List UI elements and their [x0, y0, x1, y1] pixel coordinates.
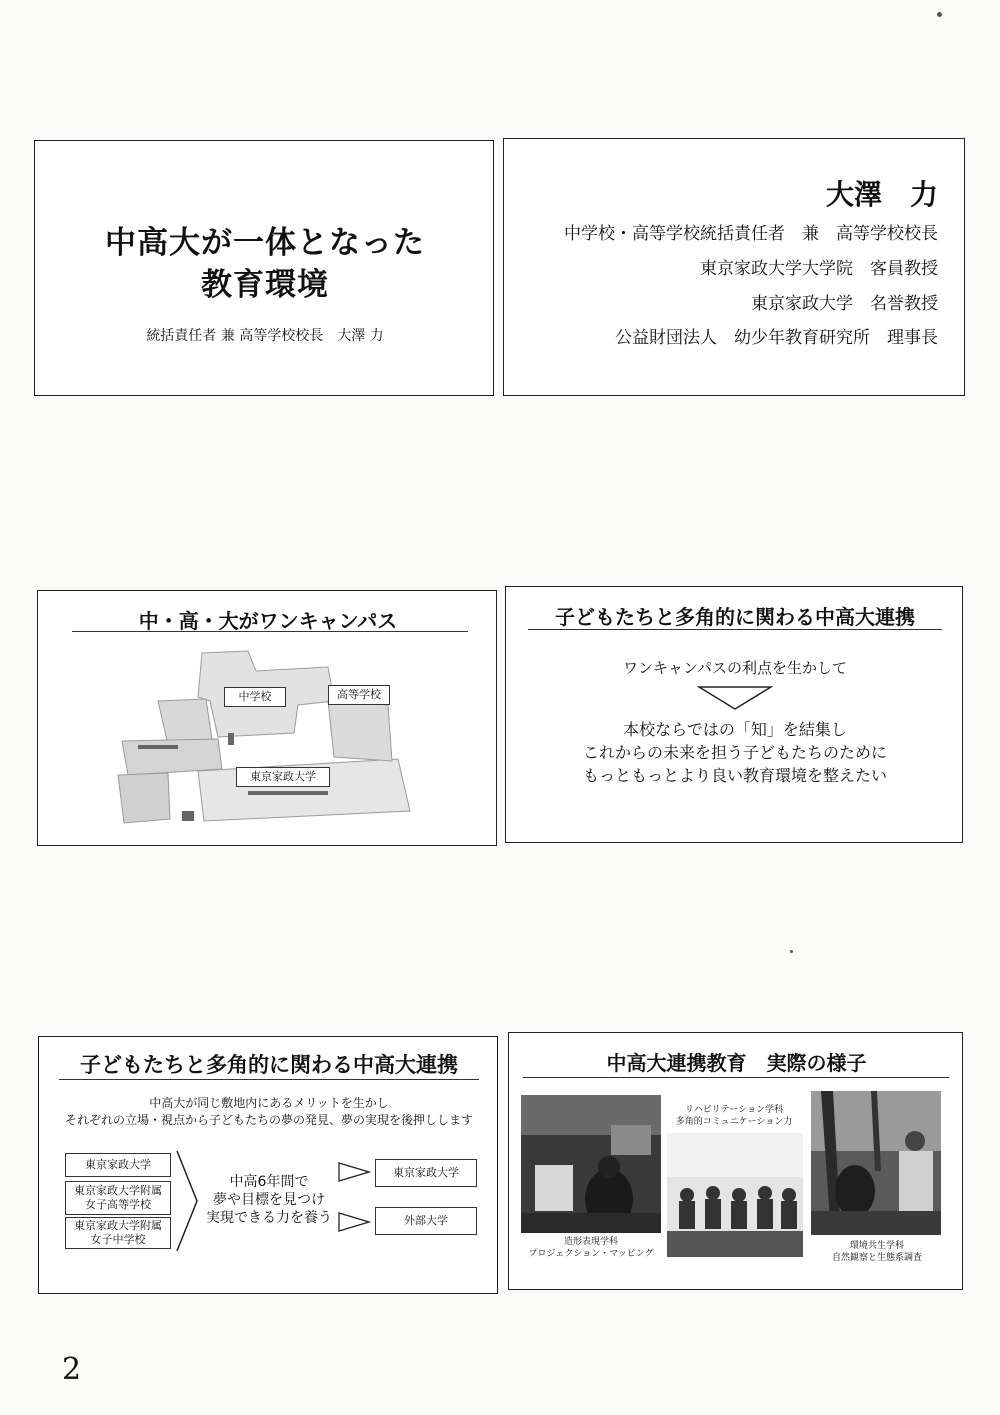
- profile-line-4: 公益財団法人 幼少年教育研究所 理事長: [615, 328, 938, 348]
- profile-line-2: 東京家政大学大学院 客員教授: [700, 259, 938, 279]
- arrow-right-icon: [337, 1211, 371, 1233]
- center-text-line-3: 実現できる力を養う: [206, 1210, 332, 1226]
- photo1-caption-line-1: 造形表現学科: [563, 1237, 618, 1247]
- slide4-body-line-1: 本校ならではの「知」を結集し: [623, 720, 847, 739]
- slide3-title-rule: [72, 631, 468, 632]
- slide-collaboration-2: [38, 1036, 498, 1294]
- right-box-external-university: 外部大学: [375, 1207, 477, 1235]
- slide4-title-rule: [528, 629, 942, 630]
- slide5-intro-line-2: それぞれの立場・視点から子どもたちの夢の発見、夢の実現を後押しします: [64, 1113, 473, 1127]
- photo1-caption-line-2: プロジェクション・マッピング: [528, 1249, 654, 1259]
- photo3-caption-line-2: 自然観察と生態系調査: [831, 1253, 922, 1263]
- center-text-line-2: 夢や目標を見つけ: [213, 1192, 325, 1208]
- slide5-title: 子どもたちと多角的に関わる中高大連携: [80, 1053, 458, 1077]
- campus-label-junior-high: 中学校: [224, 687, 286, 707]
- profile-name: 大澤 力: [825, 178, 938, 211]
- campus-label-high-school: 高等学校: [328, 685, 390, 705]
- slide1-title-line1: 中高大が一体となった: [105, 225, 425, 261]
- left-box-high-school: 東京家政大学附属 女子高等学校: [65, 1181, 171, 1215]
- slide1-subtitle: 統括責任者 兼 高等学校校長 大澤 力: [146, 328, 384, 344]
- center-text-line-1: 中高6年間で: [229, 1174, 309, 1190]
- slide-campus: [37, 590, 497, 846]
- slide-title: [34, 140, 494, 396]
- slide5-title-rule: [59, 1079, 479, 1080]
- slide4-intro: ワンキャンパスの利点を生かして: [623, 659, 847, 677]
- campus-label-university: 東京家政大学: [236, 767, 330, 787]
- slide1-title-line2: 教育環境: [201, 267, 329, 303]
- right-box-university: 東京家政大学: [375, 1159, 477, 1187]
- profile-line-3: 東京家政大学 名誉教授: [751, 294, 938, 314]
- left-box-junior-high: 東京家政大学附属 女子中学校: [65, 1217, 171, 1249]
- slide6-title-rule: [523, 1077, 949, 1078]
- scan-speck: [790, 950, 793, 953]
- photo3-caption-line-1: 環境共生学科: [849, 1241, 904, 1251]
- slide-profile: [503, 138, 965, 396]
- left-box-university: 東京家政大学: [65, 1153, 171, 1177]
- slide4-body-line-2: これからの未来を担う子どもたちのために: [582, 743, 887, 762]
- slide5-intro-line-1: 中高大が同じ敷地内にあるメリットを生かし: [149, 1096, 389, 1110]
- photo-communication: [667, 1133, 803, 1257]
- photo-nature-observation: [811, 1091, 941, 1235]
- slide4-title: 子どもたちと多角的に関わる中高大連携: [555, 605, 915, 629]
- slide-photos: [508, 1032, 963, 1290]
- arrow-right-icon: [337, 1161, 371, 1183]
- slide4-body-line-3: もっともっとより良い教育環境を整えたい: [582, 766, 887, 785]
- slide3-title: 中・高・大がワンキャンパス: [138, 609, 398, 633]
- page-number: 2: [62, 1352, 82, 1387]
- slide-collaboration-1: [505, 586, 963, 843]
- campus-map: [98, 641, 438, 831]
- scan-speck: [937, 12, 942, 17]
- down-triangle-icon: [697, 685, 773, 711]
- photo-projection-mapping: [521, 1095, 661, 1233]
- chevron-right-icon: [175, 1149, 199, 1253]
- photo2-caption-line-1: リハビリテーション学科: [684, 1105, 784, 1115]
- slide6-title: 中高大連携教育 実際の様子: [606, 1051, 867, 1075]
- profile-line-1: 中学校・高等学校統括責任者 兼 高等学校校長: [564, 224, 938, 244]
- photo2-caption-line-2: 多角的コミュニケーション力: [675, 1117, 793, 1127]
